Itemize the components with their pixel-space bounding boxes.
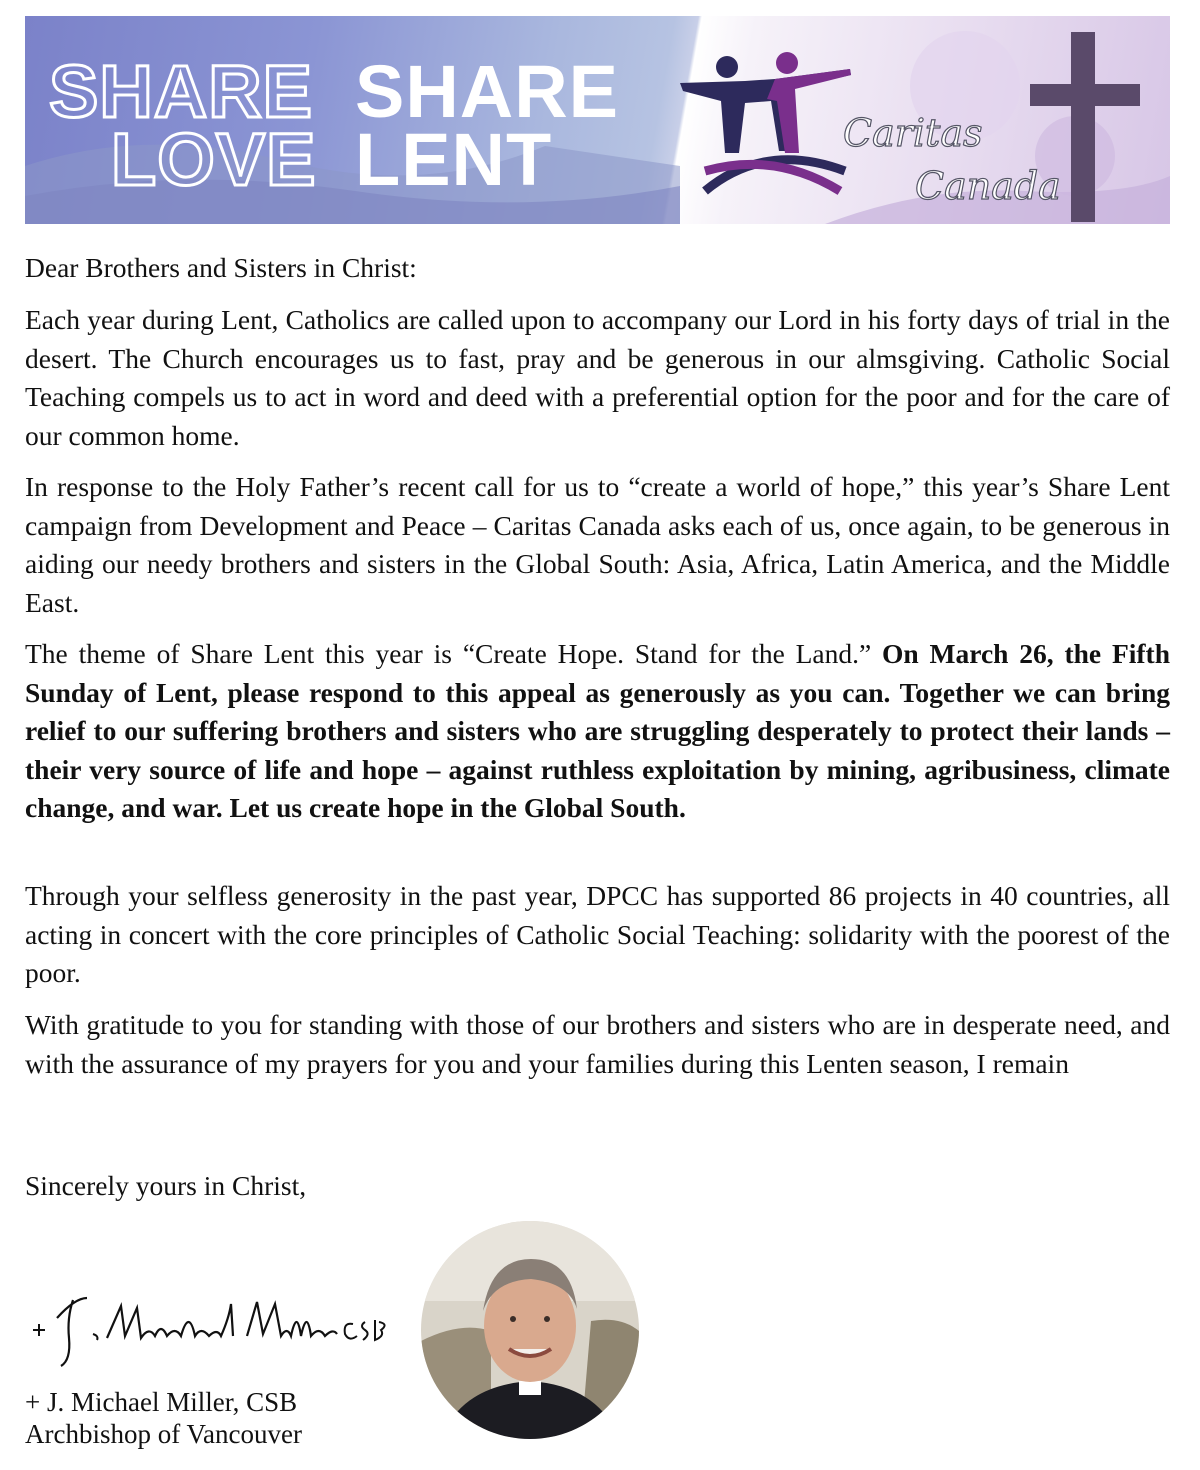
share-lent-banner <box>25 16 1170 224</box>
archbishop-portrait-image <box>421 1221 639 1439</box>
appeal-bold-text: On March 26, the Fifth Sunday of Lent, please respond to this appeal as generously as you can. Together we can bring relief to our suffering brothers and sisters who are struggling desperately to protect their lands – their very source of life and hope – against ruthless exploitation by mining, agribusiness, climate change, and war. Let us create hope in the Global South. <box>25 638 1170 823</box>
paragraph-gratitude: With gratitude to you for standing with those of our brothers and sisters who are in desperate need, and with the assurance of my prayers for you and your families during this Lenten season, I remain <box>25 1009 1170 1079</box>
caritas-logo-text: Caritas <box>843 111 983 155</box>
paragraph-appeal <box>25 635 1170 828</box>
signatory-title: Archbishop of Vancouver <box>25 1419 302 1449</box>
greeting: Dear Brothers and Sisters in Christ: <box>25 252 417 283</box>
handwritten-signature <box>25 1278 395 1373</box>
caritas-figures-logo <box>675 41 860 201</box>
paragraph-dpcc-projects: Through your selfless generosity in the past year, DPCC has supported 86 projects in 40 countries, all acting in concert with the core principles of Catholic Social Teaching: solidarity with the poorest of the poor. <box>25 880 1170 988</box>
signatory-name: + J. Michael Miller, CSB <box>25 1387 298 1417</box>
closing: Sincerely yours in Christ, <box>25 1170 307 1201</box>
archbishop-portrait <box>421 1221 639 1439</box>
banner-love-outline: LOVE <box>111 118 317 201</box>
canada-logo-text: Canada <box>915 164 1061 208</box>
banner-share-outline: SHARE <box>49 50 314 133</box>
paragraph-lent-calling: Each year during Lent, Catholics are called upon to accompany our Lord in his forty days of trial in the desert. The Church encourages us to fast, pray and be generous in our almsgiving. Catholic Social Teaching compels us to act in word and deed with a preferential option for the poor and for the care of our common home. <box>25 304 1170 451</box>
appeal-theme-text: The theme of Share Lent this year is “Create Hope. Stand for the Land.” <box>25 638 883 669</box>
cross-icon <box>1015 26 1155 224</box>
banner-share-solid: SHARE <box>355 50 620 133</box>
paragraph-share-lent-campaign: In response to the Holy Father’s recent call for us to “create a world of hope,” this year’s Share Lent campaign from Development and Peace – Caritas Canada asks each of us, once again, to be generous in aiding our needy brothers and sisters in the Global South: Asia, Africa, Latin America, and the Middle East. <box>25 471 1170 618</box>
banner-lent-solid: LENT <box>355 118 553 201</box>
signature-block <box>25 1386 302 1450</box>
